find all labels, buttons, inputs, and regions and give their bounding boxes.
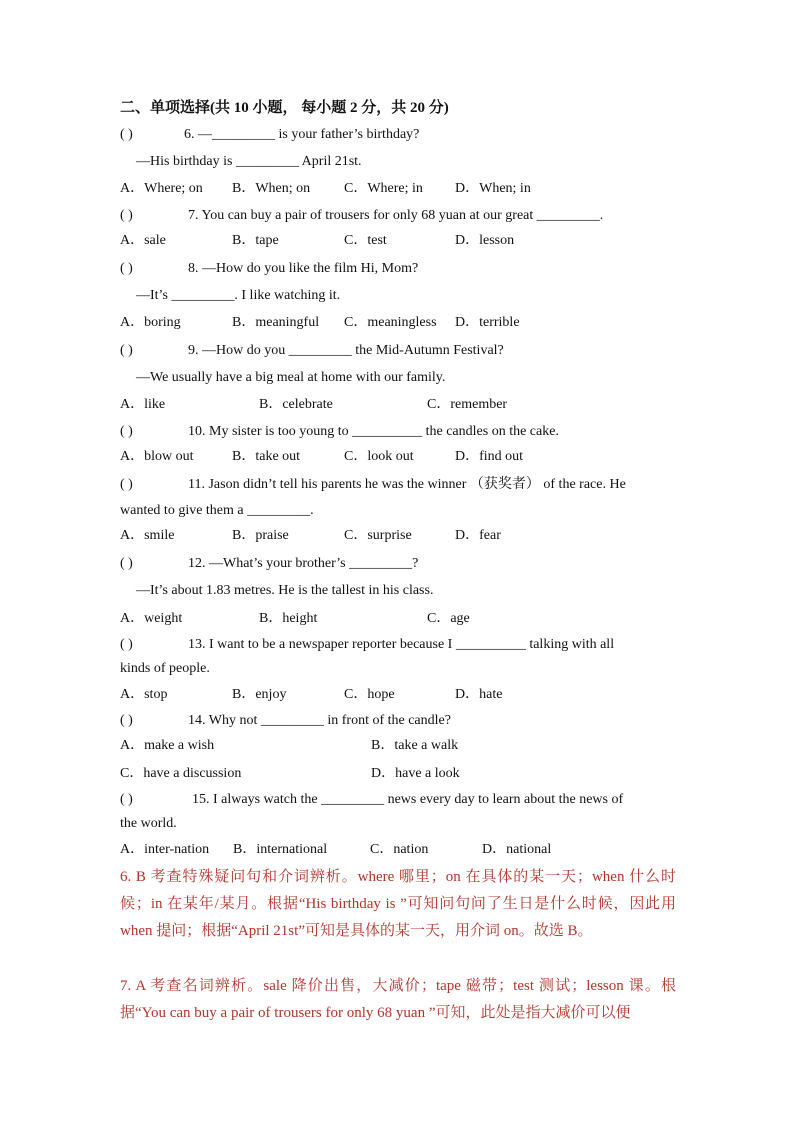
option-d: D．terrible [455,315,520,330]
question-8-reply: —It’s _________. I like watching it. [136,288,341,303]
question-14-options-row-2 [120,765,520,783]
question-15-stem: 15. I always watch the _________ news every day to learn about the news of [192,792,624,807]
option-c: C．Where; in [344,181,423,196]
question-9-options [120,396,580,414]
answer-bracket[interactable]: ( ) [120,208,133,223]
question-11 [120,476,626,494]
question-13-options [120,686,580,704]
question-8-options [120,314,580,332]
answer-bracket[interactable]: ( ) [120,556,133,571]
option-c: C．surprise [344,528,412,543]
question-6 [120,126,419,144]
option-d: D．lesson [455,233,515,248]
option-a: A．smile [120,528,175,543]
question-6-options [120,180,580,198]
answer-bracket[interactable]: ( ) [120,343,133,358]
option-a: A．make a wish [120,738,215,753]
option-b: B．enjoy [232,687,287,702]
question-10-stem: 10. My sister is too young to __________ the candles on the cake. [188,424,559,439]
option-d: D．fear [455,528,501,543]
question-7-options [120,232,580,250]
answer-bracket[interactable]: ( ) [120,792,133,807]
question-6-stem: 6. —_________ is your father’s birthday? [184,127,420,142]
option-b: B．height [259,611,318,626]
answer-bracket[interactable]: ( ) [120,477,133,492]
option-a: A．stop [120,687,168,702]
question-15 [120,791,623,809]
option-c: C．test [344,233,387,248]
question-15-options [120,841,580,859]
question-10 [120,423,559,441]
answer-explanation-7: 7. A 考查名词辨析。sale 降价出售，大减价；tape 磁带；test 测试；lesson 课。根据“You can buy a pair of trousers for only 68 yuan ”可知，此处是指大减价可以便 [120,978,676,1021]
option-b: B．take a walk [371,738,459,753]
option-a: A．boring [120,315,181,330]
question-8 [120,260,418,278]
question-13 [120,636,614,654]
question-7-stem: 7. You can buy a pair of trousers for only 68 yuan at our great _________. [188,208,604,223]
question-11-stem: 11. Jason didn’t tell his parents he was the winner （获奖者） of the race. He [188,477,626,492]
option-b: B．praise [232,528,289,543]
question-14 [120,712,451,730]
section-title: 二、单项选择(共 10 小题， 每小题 2 分，共 20 分) [120,100,449,116]
question-12-options [120,610,580,628]
question-12-reply: —It’s about 1.83 metres. He is the tallest in his class. [136,583,434,598]
option-b: B．international [233,842,328,857]
option-a: A．weight [120,611,183,626]
question-12-stem: 12. —What’s your brother’s _________? [188,556,419,571]
option-d: D．national [482,842,552,857]
answer-bracket[interactable]: ( ) [120,713,133,728]
option-d: D．have a look [371,766,460,781]
question-11-stem-cont: wanted to give them a _________. [120,503,314,518]
option-d: D．hate [455,687,503,702]
option-b: B．celebrate [259,397,333,412]
option-a: A．sale [120,233,166,248]
option-d: D．When; in [455,181,531,196]
question-8-stem: 8. —How do you like the film Hi, Mom? [188,261,419,276]
option-c: C．age [427,611,470,626]
option-a: A．blow out [120,449,194,464]
answer-bracket[interactable]: ( ) [120,424,133,439]
answer-bracket[interactable]: ( ) [120,261,133,276]
question-7 [120,207,603,225]
question-11-options [120,527,580,545]
option-c: C．look out [344,449,414,464]
option-c: C．meaningless [344,315,437,330]
question-13-stem-cont: kinds of people. [120,661,210,676]
question-10-options [120,448,580,466]
option-c: C．nation [370,842,429,857]
question-14-options-row-1 [120,737,520,755]
question-9-stem: 9. —How do you _________ the Mid-Autumn Festival? [188,343,504,358]
question-13-stem: 13. I want to be a newspaper reporter because I __________ talking with all [188,637,615,652]
option-b: B．take out [232,449,301,464]
option-b: B．When; on [232,181,311,196]
option-b: B．tape [232,233,279,248]
answer-bracket[interactable]: ( ) [120,637,133,652]
option-c: C．have a discussion [120,766,242,781]
question-12 [120,555,418,573]
option-a: A．like [120,397,166,412]
question-9 [120,342,504,360]
question-15-stem-cont: the world. [120,816,177,831]
option-a: A．Where; on [120,181,203,196]
option-a: A．inter-nation [120,842,210,857]
question-6-reply: —His birthday is _________ April 21st. [136,154,362,169]
answer-explanation-6: 6. B 考查特殊疑问句和介词辨析。where 哪里；on 在具体的某一天；when 什么时候；in 在某年/某月。根据“His birthday is ”可知问句问了生日是什么时候，因此用 when 提问；根据“April 21st”可知是具体的某一天，用介词 on。故选 B。 [120,869,676,939]
answer-bracket[interactable]: ( ) [120,127,133,142]
option-c: C．remember [427,397,508,412]
option-b: B．meaningful [232,315,320,330]
question-14-stem: 14. Why not _________ in front of the candle? [188,713,451,728]
option-c: C．hope [344,687,395,702]
question-9-reply: —We usually have a big meal at home with our family. [136,370,446,385]
option-d: D．find out [455,449,524,464]
